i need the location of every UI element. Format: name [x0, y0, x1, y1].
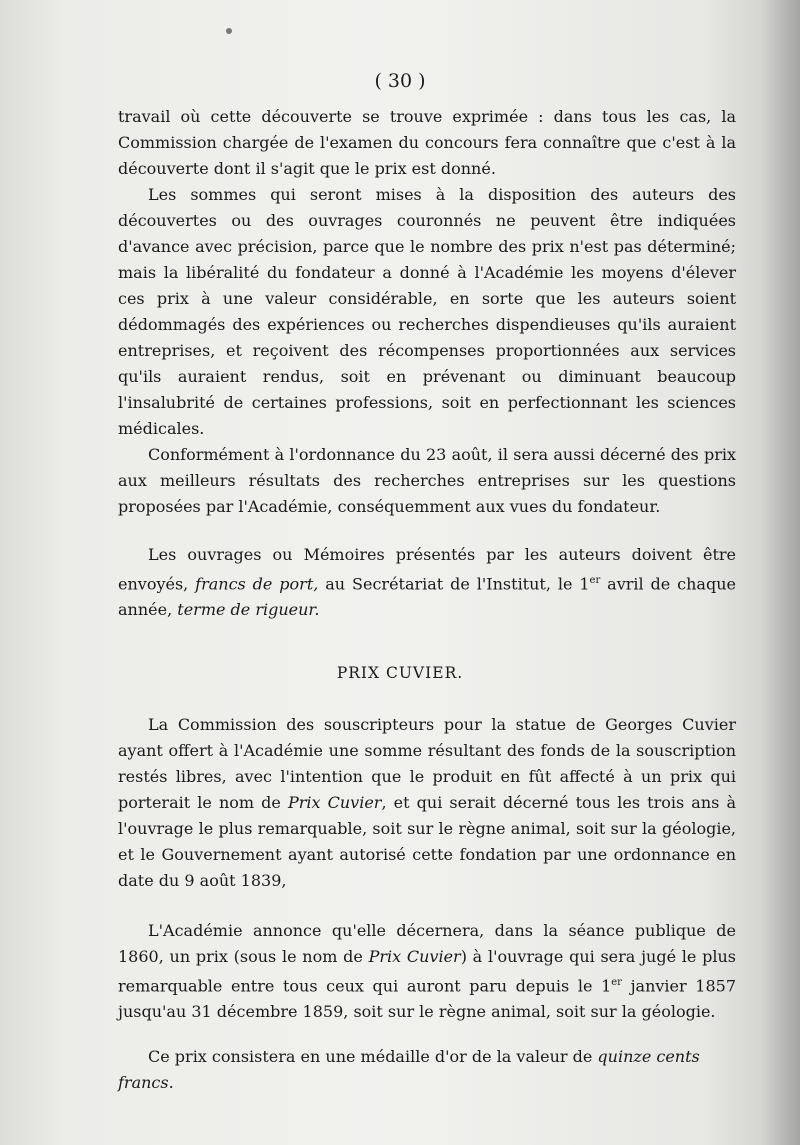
- cuvier-p3-start: Ce prix consistera en une médaille d'or de la valeur de: [148, 1047, 598, 1066]
- cuvier-p2-mid: ) à l'ouvrage qui sera jugé le plus remarquable entre tous ceux qui auront paru depuis le 1: [118, 947, 736, 996]
- cuvier-p3-italic: quinze cents francs.: [118, 1047, 700, 1092]
- ink-spot: [226, 28, 232, 34]
- paragraph-ordinance: Conformément à l'ordonnance du 23 août, il sera aussi décerné des prix aux meilleurs résultats des recherches entreprises sur les questions proposées par l'Académie, conséquemment aux vues du fondateur.: [118, 445, 736, 516]
- submission-superscript: er: [589, 575, 601, 586]
- submission-text-start: Les ouvrages ou Mémoires présentés par les auteurs doivent être envoyés,: [118, 545, 736, 594]
- cuvier-p1-start: La Commission des souscripteurs pour la statue de Georges Cuvier ayant offert à l'Académie une somme résultant des fonds de la souscription restés libres, avec l'intention que le produit en fût affecté à un prix qui porterait le nom de: [118, 715, 736, 812]
- submission-text-mid: au Secrétariat de l'Institut, le 1: [318, 574, 590, 594]
- paragraph-submission: [118, 542, 736, 623]
- paragraph-prize-sums: Les sommes qui seront mises à la disposition des auteurs des découvertes ou des ouvrages couronnés ne peuvent être indiquées d'avance avec précision, parce que le nombre des prix n'est pas déterminé; mais la libéralité du fondateur a donné à l'Académie les moyens d'élever ces prix à une valeur considérable, en sorte que les auteurs soient dédommagés des expériences ou recherches dispendieuses qu'ils auraient entreprises, et reçoivent des récompenses proportionnées aux services qu'ils auraient rendus, soit en prévenant ou diminuant beaucoup l'insalubrité de certaines professions, soit en perfectionnant les sciences médicales.: [118, 185, 736, 438]
- paragraph-cuvier-commission: [118, 712, 736, 894]
- submission-text-post: avril de chaque année,: [118, 574, 736, 620]
- submission-italic-postage: francs de port,: [195, 574, 319, 594]
- cuvier-p2-superscript: er: [611, 977, 622, 988]
- submission-italic-deadline: terme de rigueur.: [177, 600, 320, 620]
- page-number: ( 30 ): [374, 70, 426, 92]
- cuvier-p1-end: , et qui serait décerné tous les trois ans à l'ouvrage le plus remarquable, soit sur le règne animal, soit sur la géologie, et le Gouvernement ayant autorisé cette fondation par une ordonnance en date du 9 août 1839,: [118, 793, 736, 890]
- cuvier-p1-italic: Prix Cuvier: [287, 793, 382, 812]
- page-spine-shadow: [760, 0, 800, 1145]
- cuvier-p2-italic: Prix Cuvier: [368, 947, 461, 966]
- paragraph-cuvier-announcement: [118, 918, 736, 1025]
- paragraph-continued: travail où cette découverte se trouve exprimée : dans tous les cas, la Commission chargée de l'examen du concours fera connaître que c'est à la découverte dont il s'agit que le prix est donné.: [118, 107, 736, 178]
- paragraph-cuvier-medal: [118, 1044, 736, 1096]
- section-heading-prix-cuvier: PRIX CUVIER.: [336, 664, 464, 682]
- cuvier-p2-start: L'Académie annonce qu'elle décernera, dans la séance publique de 1860, un prix (sous le nom de: [118, 921, 736, 966]
- cuvier-p2-end: janvier 1857 jusqu'au 31 décembre 1859, soit sur le règne animal, soit sur la géologie.: [118, 976, 736, 1022]
